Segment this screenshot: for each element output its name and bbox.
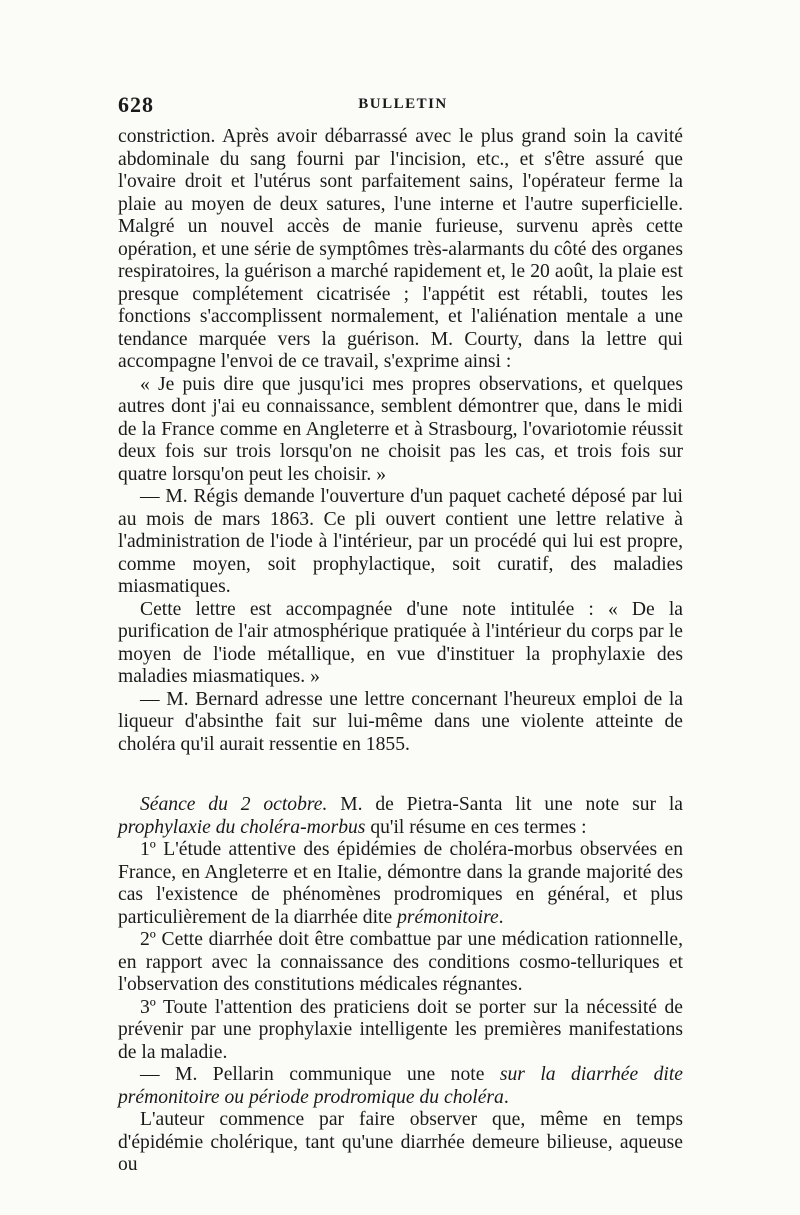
paragraph-point-1 xyxy=(118,839,683,929)
body-text xyxy=(118,126,683,1177)
pellarin-title-2: ou période prodromique du choléra xyxy=(224,1086,504,1108)
seance-text-2: qu'il résume en ces termes : xyxy=(365,816,587,838)
paragraph-regis: — M. Régis demande l'ouverture d'un paquet cacheté déposé par lui au mois de mars 1863. Ce pli ouvert contient une lettre relative à l'administration de l'iode à l'intérieur, par un procédé qui lui est propre, comme moyen, soit prophylactique, soit curatif, des maladies miasmatiques. xyxy=(118,486,683,597)
seance-text-1: M. de Pietra-Santa lit une note sur la xyxy=(327,794,683,815)
point-1-emphasis: prémonitoire xyxy=(397,906,499,928)
pellarin-title-1: sur la diarrhée dite prémonitoire xyxy=(118,1064,683,1108)
paragraph-ovariotomy-case: constriction. Après avoir débarrassé avec le plus grand soin la cavité abdominale du sang fourni par l'incision, etc., et s'être assuré que l'ovaire droit et l'utérus sont parfaitement sains, l'opérateur ferme la plaie au moyen de deux satures, l'une interne et l'autre superficielle. Malgré un nouvel accès de manie furieuse, survenu après cette opération, et une série de symptômes très-alarmants du côté des organes respiratoires, la guérison a marché rapidement et, le 20 août, la plaie est presque complétement cicatrisée ; l'appétit est rétabli, toutes les fonctions s'accomplissent normalement, et l'aliénation mentale a une tendance marquée vers la guérison. M. Courty, dans la lettre qui accompagne l'envoi de ce travail, s'exprime ainsi : xyxy=(118,126,683,372)
point-1-text: 1º L'étude attentive des épidémies de choléra-morbus observées en France, en Angleterre et en Italie, démontre dans la grande majorité des cas l'existence de phénomènes prodromiques en général, et plus particulièrement de la diarrhée dite xyxy=(118,839,683,928)
section-gap xyxy=(118,756,683,794)
paragraph-bernard: — M. Bernard adresse une lettre concernant l'heureux emploi de la liqueur d'absinthe fait sur lui-même dans une violente atteinte de choléra qu'il aurait ressentie en 1855. xyxy=(118,688,683,755)
point-1-end: . xyxy=(498,906,504,928)
paragraph-auteur: L'auteur commence par faire observer que, même en temps d'épidémie cholérique, tant qu'une diarrhée demeure bilieuse, aqueuse ou xyxy=(118,1109,683,1175)
pellarin-text: — M. Pellarin communique une note xyxy=(140,1064,500,1085)
paragraph-point-3: 3º Toute l'attention des praticiens doit se porter sur la nécessité de prévenir par une prophylaxie intelligente les premières manifestations de la maladie. xyxy=(118,996,683,1063)
paragraph-pellarin xyxy=(118,1064,683,1109)
paragraph-seance-2-octobre xyxy=(118,794,683,839)
page-number: 628 xyxy=(118,92,154,117)
running-head: BULLETIN xyxy=(358,96,448,112)
paragraph-courty-quote: « Je puis dire que jusqu'ici mes propres observations, et quelques autres dont j'ai eu connaissance, semblent démontrer que, dans le midi de la France comme en Angleterre et à Strasbourg, l'ovariotomie réussit deux fois sur trois lorsqu'on ne choisit pas les cas, et trois fois sur quatre lorsqu'on peut les choisir. » xyxy=(118,373,683,485)
paragraph-point-2: 2º Cette diarrhée doit être combattue par une médication rationnelle, en rapport avec la connaissance des conditions cosmo-telluriques et l'observation des constitutions médicales régnantes. xyxy=(118,929,683,995)
pellarin-end: . xyxy=(503,1086,509,1108)
seance-heading: Séance du 2 octobre. xyxy=(140,794,328,815)
page-header xyxy=(118,92,688,122)
seance-title: prophylaxie du choléra-morbus xyxy=(118,816,366,838)
paragraph-regis-note: Cette lettre est accompagnée d'une note intitulée : « De la purification de l'air atmosphérique pratiquée à l'intérieur du corps par le moyen de l'iode métallique, en vue d'instituer la prophylaxie des maladies miasmatiques. » xyxy=(118,598,683,687)
